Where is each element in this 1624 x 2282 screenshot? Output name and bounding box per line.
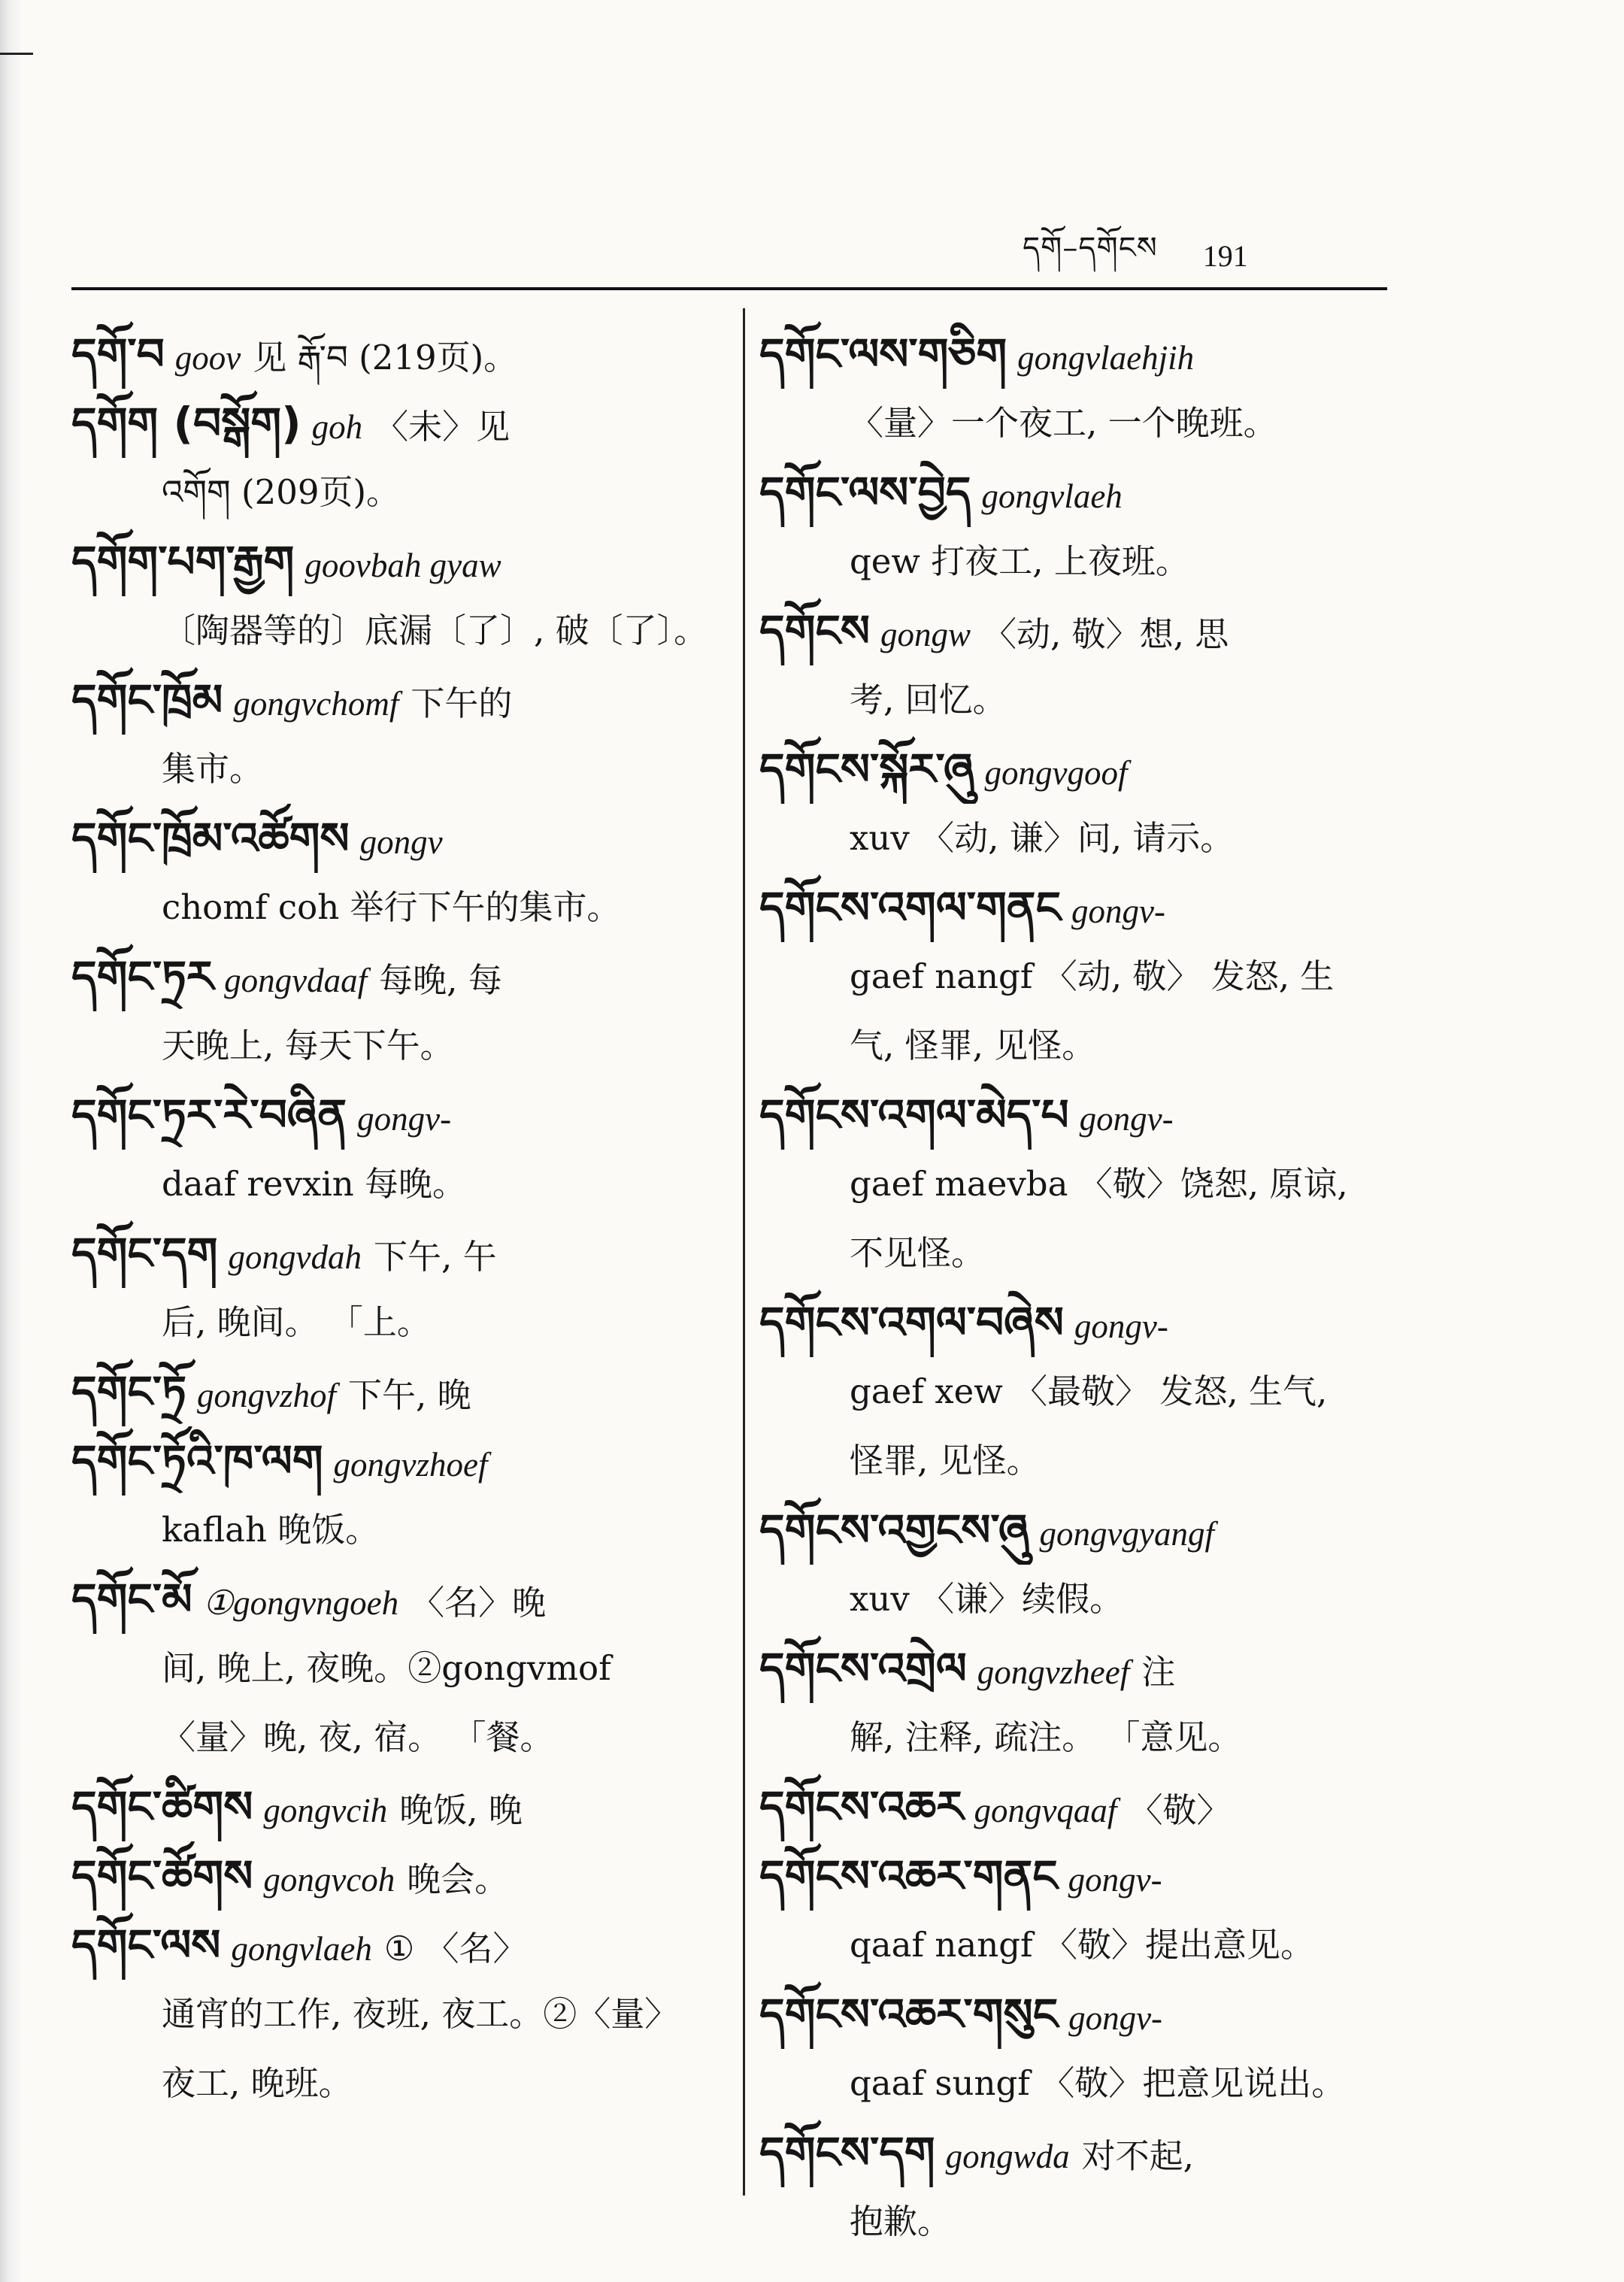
dictionary-entry bbox=[71, 1911, 718, 2118]
romanization: gongv- bbox=[1079, 1100, 1174, 1138]
entry-headline bbox=[759, 735, 1406, 804]
entry-headline bbox=[759, 1496, 1406, 1565]
definition: 每晚, 每 bbox=[379, 960, 502, 1000]
dictionary-entry bbox=[759, 1288, 1406, 1496]
definition: 〈未〉见 bbox=[374, 407, 511, 447]
romanization: gongw bbox=[880, 616, 971, 653]
romanization: gongvlaeh bbox=[981, 477, 1123, 515]
dictionary-entry bbox=[759, 1634, 1406, 1772]
romanization: gongv- bbox=[1074, 1308, 1168, 1345]
romanization: gongvzhof bbox=[197, 1377, 337, 1414]
entry-headline bbox=[71, 804, 718, 873]
dictionary-entry bbox=[71, 389, 718, 527]
tibetan-headword: དགོང་ཁྲོམ་འཚོགས bbox=[71, 813, 350, 864]
corner-tick bbox=[0, 53, 33, 55]
entry-headline bbox=[759, 1841, 1406, 1911]
romanization: gongv- bbox=[1068, 1999, 1163, 2037]
romanization: gongvqaaf bbox=[974, 1792, 1117, 1829]
tibetan-headword: དགོག (བསྒོག) bbox=[71, 398, 301, 449]
romanization: gongv- bbox=[1071, 892, 1165, 930]
entry-continuation: gaef nangf 〈动, 敬〉 发怒, 生 bbox=[850, 956, 1335, 996]
dictionary-entry bbox=[759, 2118, 1406, 2256]
entry-headline bbox=[759, 320, 1406, 389]
entry-headline bbox=[759, 458, 1406, 527]
dictionary-entry bbox=[71, 1357, 718, 1426]
entry-headline bbox=[759, 1080, 1406, 1150]
dictionary-entry bbox=[759, 320, 1406, 458]
entry-continuation: 夜工, 晚班。 bbox=[162, 2063, 353, 2103]
entry-continuation: qaaf nangf 〈敬〉提出意见。 bbox=[850, 1925, 1314, 1965]
romanization: gongvzheef bbox=[977, 1653, 1130, 1691]
romanization: gongvcih bbox=[263, 1792, 388, 1829]
definition: 〈动, 敬〉想, 思 bbox=[983, 614, 1229, 654]
entry-continuation: 不见怪。 bbox=[850, 1233, 986, 1273]
tibetan-headword: དགོང་མོ bbox=[71, 1574, 192, 1625]
tibetan-headword: དགོངས་འཆར་གསུང bbox=[759, 1989, 1059, 2040]
running-head: དགོ–དགོངས bbox=[1023, 230, 1158, 265]
romanization: ①gongvngoeh bbox=[202, 1584, 399, 1622]
entry-headline bbox=[759, 596, 1406, 665]
definition: 对不起, bbox=[1081, 2136, 1194, 2176]
tibetan-headword: དགོངས་འཆར་གནང bbox=[759, 1850, 1058, 1902]
tibetan-headword: དགོ་བ bbox=[71, 329, 165, 380]
tibetan-headword: དགོངས bbox=[759, 605, 871, 656]
definition: 下午, 晚 bbox=[348, 1375, 471, 1415]
romanization: gongvgoof bbox=[984, 754, 1128, 792]
tibetan-headword: དགོག་པག་རྒྱག bbox=[71, 536, 295, 587]
entry-headline bbox=[759, 1288, 1406, 1357]
entry-continuation: འགོག (209页)。 bbox=[162, 472, 401, 512]
entry-continuation: 间, 晚上, 夜晚。②gongvmof bbox=[162, 1648, 611, 1688]
entry-headline bbox=[71, 1565, 718, 1634]
entry-headline bbox=[71, 1219, 718, 1288]
entry-headline bbox=[71, 1426, 718, 1496]
entry-headline bbox=[759, 2118, 1406, 2187]
entry-continuation: 解, 注释, 疏注。 「意见。 bbox=[850, 1717, 1242, 1757]
tibetan-headword: དགོང་ལས་བྱེད bbox=[759, 467, 971, 518]
romanization: goh bbox=[311, 408, 363, 446]
dictionary-entry bbox=[759, 596, 1406, 735]
entry-headline bbox=[71, 320, 718, 389]
romanization: gongvgyangf bbox=[1039, 1515, 1214, 1553]
tibetan-headword: དགོངས་སྐོར་ཞུ bbox=[759, 744, 974, 795]
entry-headline bbox=[71, 1357, 718, 1426]
romanization: gongvzhoef bbox=[333, 1446, 488, 1483]
tibetan-headword: དགོང་ཏྲར་རེ་བཞིན bbox=[71, 1089, 347, 1141]
entry-continuation: chomf coh 举行下午的集市。 bbox=[162, 887, 621, 927]
dictionary-entry bbox=[759, 1772, 1406, 1841]
entry-continuation: gaef maevba 〈敬〉饶恕, 原谅, bbox=[850, 1164, 1348, 1204]
entry-continuation: daaf revxin 每晚。 bbox=[162, 1164, 467, 1204]
romanization: gongvchomf bbox=[233, 685, 399, 723]
entry-continuation: kaflah 晚饭。 bbox=[162, 1510, 380, 1550]
romanization: gongvcoh bbox=[263, 1861, 395, 1899]
dictionary-entry bbox=[759, 1980, 1406, 2118]
entry-continuation: qew 打夜工, 上夜班。 bbox=[850, 541, 1189, 581]
dictionary-entry bbox=[71, 1080, 718, 1219]
dictionary-entry bbox=[71, 942, 718, 1080]
romanization: gongwda bbox=[945, 2138, 1070, 2175]
left-column bbox=[71, 320, 718, 2118]
entry-continuation: 〈量〉晚, 夜, 宿。 「餐。 bbox=[162, 1717, 554, 1757]
romanization: gongv bbox=[359, 823, 443, 861]
entry-continuation: 怪罪, 见怪。 bbox=[850, 1441, 1041, 1480]
entry-continuation: gaef xew 〈最敬〉 发怒, 生气, bbox=[850, 1371, 1328, 1411]
entry-headline bbox=[759, 1772, 1406, 1841]
entry-continuation: 集市。 bbox=[162, 749, 264, 789]
romanization: gongv- bbox=[357, 1100, 452, 1138]
entry-headline bbox=[759, 873, 1406, 942]
dictionary-entry bbox=[71, 320, 718, 389]
definition: 晚饭, 晚 bbox=[399, 1790, 523, 1830]
definition: ① 〈名〉 bbox=[383, 1929, 527, 1968]
dictionary-entry bbox=[759, 1496, 1406, 1634]
entry-continuation: xuv 〈谦〉续假。 bbox=[850, 1579, 1124, 1619]
header-rule bbox=[71, 287, 1387, 290]
definition: 晚会。 bbox=[407, 1859, 509, 1899]
romanization: gongv- bbox=[1068, 1861, 1162, 1899]
entry-headline bbox=[759, 1980, 1406, 2049]
dictionary-entry bbox=[71, 665, 718, 804]
definition: 注 bbox=[1141, 1652, 1176, 1692]
definition: 下午的 bbox=[411, 683, 513, 723]
entry-headline bbox=[759, 1634, 1406, 1703]
entry-continuation: xuv 〈动, 谦〉问, 请示。 bbox=[850, 818, 1235, 858]
tibetan-headword: དགོང་ཏྲོའི་ཁ་ལག bbox=[71, 1435, 323, 1486]
entry-continuation: 抱歉。 bbox=[850, 2202, 952, 2241]
entry-headline bbox=[71, 1911, 718, 1980]
entry-continuation: 后, 晚间。 「上。 bbox=[162, 1302, 431, 1342]
romanization: goov bbox=[174, 339, 241, 377]
entry-continuation: qaaf sungf 〈敬〉把意见说出。 bbox=[850, 2063, 1346, 2103]
page-header bbox=[1023, 230, 1323, 278]
tibetan-headword: དགོངས་འགྲེལ bbox=[759, 1643, 967, 1694]
tibetan-headword: དགོང་ཚིགས bbox=[71, 1781, 253, 1832]
dictionary-entry bbox=[71, 1841, 718, 1911]
definition: 〈敬〉 bbox=[1129, 1790, 1231, 1830]
tibetan-headword: དགོང་ཏྲོ bbox=[71, 1366, 187, 1417]
dictionary-entry bbox=[71, 1426, 718, 1565]
dictionary-entry bbox=[759, 735, 1406, 873]
entry-headline bbox=[71, 1841, 718, 1911]
definition: 下午, 午 bbox=[373, 1237, 497, 1277]
tibetan-headword: དགོངས་འགལ་གནང bbox=[759, 882, 1061, 933]
tibetan-headword: དགོང་ཏྲར bbox=[71, 951, 214, 1002]
scan-edge bbox=[0, 0, 23, 2282]
entry-headline bbox=[71, 1772, 718, 1841]
tibetan-headword: དགོངས་འགལ་བཞེས bbox=[759, 1297, 1064, 1348]
page-number: 191 bbox=[1202, 238, 1248, 273]
dictionary-entry bbox=[71, 1565, 718, 1772]
tibetan-headword: དགོང་ལས bbox=[71, 1920, 221, 1971]
dictionary-entry bbox=[71, 1219, 718, 1357]
entry-continuation: 通宵的工作, 夜班, 夜工。②〈量〉 bbox=[162, 1994, 679, 2034]
tibetan-headword: དགོངས་དག bbox=[759, 2127, 935, 2178]
entry-continuation: 天晚上, 每天下午。 bbox=[162, 1026, 454, 1065]
entry-headline bbox=[71, 942, 718, 1011]
right-column bbox=[759, 320, 1406, 2256]
entry-continuation: 气, 怪罪, 见怪。 bbox=[850, 1026, 1096, 1065]
dictionary-entry bbox=[759, 1841, 1406, 1980]
romanization: gongvdah bbox=[228, 1238, 362, 1276]
romanization: gongvdaaf bbox=[224, 962, 368, 999]
entry-headline bbox=[71, 665, 718, 735]
entry-continuation: 〔陶器等的〕底漏〔了〕, 破〔了〕。 bbox=[162, 611, 708, 650]
entry-headline bbox=[71, 1080, 718, 1150]
entry-headline bbox=[71, 389, 718, 458]
tibetan-headword: དགོངས་འཆར bbox=[759, 1781, 964, 1832]
romanization: gongvlaeh bbox=[231, 1930, 372, 1968]
entry-continuation: 〈量〉一个夜工, 一个晚班。 bbox=[850, 403, 1277, 443]
tibetan-headword: དགོང་ལས་གཅིག bbox=[759, 329, 1007, 380]
tibetan-headword: དགོང་ཚོགས bbox=[71, 1850, 253, 1902]
romanization: goovbah gyaw bbox=[304, 547, 501, 584]
entry-continuation: 考, 回忆。 bbox=[850, 680, 1007, 720]
tibetan-headword: དགོང་དག bbox=[71, 1228, 218, 1279]
dictionary-entry bbox=[71, 1772, 718, 1841]
dictionary-entry bbox=[71, 804, 718, 942]
dictionary-entry bbox=[759, 1080, 1406, 1288]
tibetan-headword: དགོང་ཁྲོམ bbox=[71, 674, 223, 726]
tibetan-headword: དགོངས་འགལ་མེད་པ bbox=[759, 1089, 1069, 1141]
tibetan-headword: དགོངས་འགྱངས་ཞུ bbox=[759, 1505, 1029, 1556]
romanization: gongvlaehjih bbox=[1017, 339, 1195, 377]
column-divider bbox=[743, 308, 745, 2196]
entry-headline bbox=[71, 527, 718, 596]
dictionary-entry bbox=[759, 873, 1406, 1080]
definition: 〈名〉晚 bbox=[411, 1583, 547, 1623]
definition: 见 རྒོ་བ (219页)。 bbox=[253, 338, 518, 377]
dictionary-entry bbox=[71, 527, 718, 665]
dictionary-entry bbox=[759, 458, 1406, 596]
